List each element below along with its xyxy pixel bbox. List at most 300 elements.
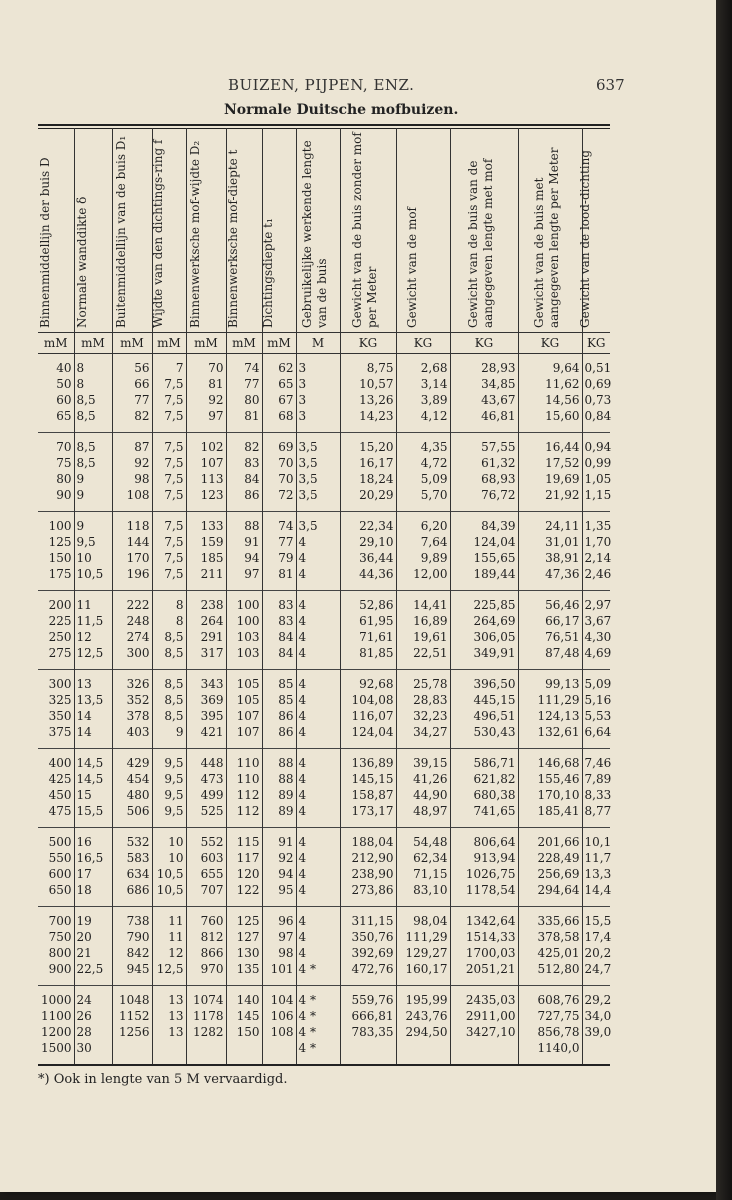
table-cell: 124,13 [518,708,582,724]
table-cell: 530,43 [450,724,518,749]
table-cell: 12 [74,629,112,645]
table-cell: 378,58 [518,929,582,945]
table-cell: 12,00 [396,566,450,591]
table-cell: 275 [38,645,74,670]
table-row [38,566,610,591]
table-cell: 4 [296,645,340,670]
table-cell: 108 [262,1024,296,1040]
table-cell: 212,90 [340,850,396,866]
column-header-label: Gewicht van de buis met aangegeven lengte per Meter [532,147,561,328]
table-cell: 392,69 [340,945,396,961]
table-cell: 4 * [296,961,340,986]
table-cell: 28,83 [396,692,450,708]
table-cell: 425 [38,771,74,787]
table-cell: 11,62 [518,376,582,392]
table-cell: 40 [38,354,74,377]
unit-cell: mM [262,333,296,354]
table-cell: 133 [186,512,226,535]
table-cell: 8,5 [152,670,186,693]
table-cell: 4,72 [396,455,450,471]
table-cell: 3 [296,354,340,377]
table-cell: 69 [262,433,296,456]
unit-cell: mM [112,333,152,354]
table-cell: 4 [296,771,340,787]
table-cell [152,1040,186,1065]
table-cell: 122 [226,882,262,907]
table-cell: 28,93 [450,354,518,377]
table-cell: 158,87 [340,787,396,803]
row-group [38,828,610,907]
table-cell: 7,89 [584,772,612,786]
table-cell: 306,05 [450,629,518,645]
table-cell: 91 [226,534,262,550]
table-cell: 211 [186,566,226,591]
column-header-label: Wijdte van den dichtings-ring f [151,139,165,328]
table-cell: 842 [112,945,152,961]
table-cell: 4 [296,550,340,566]
table-cell: 70 [38,433,74,456]
table-cell: 1178,54 [450,882,518,907]
table-cell: 3,14 [396,376,450,392]
table-cell: 425,01 [518,945,582,961]
table-cell: 32,23 [396,708,450,724]
table-cell: 62,34 [396,850,450,866]
table-cell: 14,5 [74,749,112,772]
table-cell: 1200 [38,1024,74,1040]
table-cell: 3427,10 [450,1024,518,1040]
table-cell: 4 [296,882,340,907]
table-cell: 10 [74,550,112,566]
table-cell: 311,15 [340,907,396,930]
table-cell: 790 [112,929,152,945]
table-row [38,850,610,866]
table-row [38,1040,610,1065]
table-cell: 550 [38,850,74,866]
table-cell: 14,56 [518,392,582,408]
table-cell: 8,77 [584,804,612,818]
column-header [152,128,186,333]
table-row [38,828,610,851]
table-cell: 1342,64 [450,907,518,930]
table-cell: 117 [226,850,262,866]
table-cell: 19,61 [396,629,450,645]
column-header-label: Binnenmiddellijn der buis D [37,157,52,328]
table-cell: 9,5 [152,803,186,828]
table-cell: 9,64 [518,354,582,377]
row-group [38,670,610,749]
table-cell: 77 [226,376,262,392]
table-cell: 395 [186,708,226,724]
table-cell: 4,69 [584,646,612,660]
table-cell: 14,5 [74,771,112,787]
table-cell: 8,5 [74,408,112,433]
table-cell: 28 [74,1024,112,1040]
unit-cell: M [296,333,340,354]
table-cell: 5,53 [584,709,612,723]
table-title: Normale Duitsche mofbuizen. [224,102,459,118]
table-cell: 85 [262,670,296,693]
table-cell: 680,38 [450,787,518,803]
table-cell: 3,67 [584,614,612,628]
table-cell: 87,48 [518,645,582,670]
table-cell: 8 [74,354,112,377]
column-header-label: Gewicht van de buis zonder mof per Meter [350,132,379,328]
table-cell: 15,5 [74,803,112,828]
table-cell: 9,5 [152,771,186,787]
table-cell: 13 [152,1008,186,1024]
table-cell [340,1040,396,1065]
table-cell: 4 [296,866,340,882]
table-row [38,645,610,670]
column-header-label: Buitenmiddellijn van de buis D₁ [114,135,128,328]
table-cell: 13 [152,986,186,1009]
table-cell: 325 [38,692,74,708]
table-cell: 103 [226,645,262,670]
table-cell: 22,5 [74,961,112,986]
table-cell: 11 [152,907,186,930]
unit-cell: KG [450,333,518,354]
table-cell: 130 [226,945,262,961]
table-cell: 17,4 [584,930,612,944]
table-cell: 81,85 [340,645,396,670]
table-cell: 583 [112,850,152,866]
table-cell: 94 [262,866,296,882]
table-cell [262,1040,296,1065]
table-cell: 70 [186,354,226,377]
table-cell: 4,12 [396,408,450,433]
unit-cell: mM [186,333,226,354]
table-cell: 83 [262,613,296,629]
table-cell: 15,60 [518,408,582,433]
table-cell: 1178 [186,1008,226,1024]
table-cell: 248 [112,613,152,629]
table-cell: 7,5 [152,376,186,392]
row-group [38,986,610,1065]
table-cell: 108 [112,487,152,512]
table-cell: 0,51 [584,361,612,375]
table-cell: 7,5 [152,471,186,487]
table-cell: 91 [262,828,296,851]
table-cell: 98 [262,945,296,961]
table-cell: 115 [226,828,262,851]
table-cell: 475 [38,803,74,828]
table-cell: 56,46 [518,591,582,614]
table-cell: 13,3 [584,867,612,881]
table-cell: 0,84 [584,409,612,423]
table-cell: 97 [186,408,226,433]
table-cell: 24 [74,986,112,1009]
table-cell: 103 [226,629,262,645]
pipe-table [38,128,610,1065]
table-cell: 116,07 [340,708,396,724]
table-cell: 31,01 [518,534,582,550]
table-row [38,986,610,1009]
table-cell: 100 [226,591,262,614]
column-header [578,128,610,333]
table-cell: 3 [296,376,340,392]
table-cell: 92 [112,455,152,471]
table-row [38,692,610,708]
table-cell: 71,15 [396,866,450,882]
table-cell: 238,90 [340,866,396,882]
table-cell: 4 [296,749,340,772]
table-cell: 2911,00 [450,1008,518,1024]
table-row [38,749,610,772]
table-cell: 19 [74,907,112,930]
table-cell: 66 [112,376,152,392]
table-cell: 300 [112,645,152,670]
table-cell: 369 [186,692,226,708]
table-cell: 100 [38,512,74,535]
table-cell: 7,46 [584,756,612,770]
table-cell: 686 [112,882,152,907]
table-cell: 7,5 [152,433,186,456]
table-cell: 4 * [296,1024,340,1040]
table-cell: 76,51 [518,629,582,645]
table-cell: 80 [226,392,262,408]
table-cell: 125 [226,907,262,930]
table-cell: 20 [74,929,112,945]
table-cell: 7 [152,354,186,377]
table-cell: 1,70 [584,535,612,549]
table-cell: 110 [226,771,262,787]
table-cell: 378 [112,708,152,724]
table-cell: 14,4 [584,883,612,897]
table-cell: 76,72 [450,487,518,512]
table-cell: 480 [112,787,152,803]
table-cell: 16,44 [518,433,582,456]
top-rule-thick [38,124,610,126]
table-cell: 1152 [112,1008,152,1024]
table-cell [112,1040,152,1065]
table-cell: 90 [38,487,74,512]
table-cell: 132,61 [518,724,582,749]
table-cell: 124,04 [450,534,518,550]
table-cell: 506 [112,803,152,828]
table-cell: 106 [262,1008,296,1024]
table-row [38,945,610,961]
unit-cell: KG [340,333,396,354]
table-cell: 250 [38,629,74,645]
table-cell: 448 [186,749,226,772]
table-cell: 0,94 [584,440,612,454]
table-cell: 5,16 [584,693,612,707]
table-cell: 8,5 [152,629,186,645]
table-cell: 100 [226,613,262,629]
table-cell: 7,5 [152,550,186,566]
table-cell: 900 [38,961,74,986]
table-cell [450,1040,518,1065]
table-row [38,392,610,408]
table-cell: 82 [112,408,152,433]
table-cell: 238 [186,591,226,614]
table-cell: 707 [186,882,226,907]
table-cell: 9,5 [152,787,186,803]
table-cell: 84 [226,471,262,487]
table-cell: 16,5 [74,850,112,866]
table-cell: 62 [262,354,296,377]
table-row [38,803,610,828]
table-cell: 800 [38,945,74,961]
table-cell: 741,65 [450,803,518,828]
table-cell: 1140,0 [518,1040,582,1065]
table-cell: 7,5 [152,566,186,591]
table-cell: 559,76 [340,986,396,1009]
table-cell: 300 [38,670,74,693]
table-cell: 60 [38,392,74,408]
table-cell: 473 [186,771,226,787]
table-cell: 4 [296,613,340,629]
table-cell: 65 [38,408,74,433]
table-cell: 85 [262,692,296,708]
table-cell: 47,36 [518,566,582,591]
column-header [226,128,262,333]
table-cell: 66,17 [518,613,582,629]
table-cell: 655 [186,866,226,882]
row-group [38,433,610,512]
table-cell: 343 [186,670,226,693]
table-cell: 13 [74,670,112,693]
table-cell: 20,29 [340,487,396,512]
table-cell [396,1040,450,1065]
table-cell: 375 [38,724,74,749]
table-cell: 0,99 [584,456,612,470]
table-cell: 200 [38,591,74,614]
table-cell: 4 [296,907,340,930]
table-cell: 17,52 [518,455,582,471]
table-cell: 18,24 [340,471,396,487]
table-cell: 2,14 [584,551,612,565]
table-cell: 92,68 [340,670,396,693]
table-row [38,1024,610,1040]
table-cell: 96 [262,907,296,930]
table-cell: 185,41 [518,803,582,828]
table-cell: 136,89 [340,749,396,772]
table-cell: 9 [152,724,186,749]
table-cell: 750 [38,929,74,945]
table-cell: 44,90 [396,787,450,803]
table-cell: 22,51 [396,645,450,670]
table-cell: 196 [112,566,152,591]
table-cell: 10,57 [340,376,396,392]
unit-cell: mM [152,333,186,354]
row-group [38,591,610,670]
table-cell: 14 [74,708,112,724]
table-cell: 10,5 [152,866,186,882]
table-cell: 0,69 [584,377,612,391]
table-cell: 8 [74,376,112,392]
unit-cell: KG [396,333,450,354]
table-cell [186,1040,226,1065]
table-cell: 4,35 [396,433,450,456]
table-cell: 21 [74,945,112,961]
table-cell: 89 [262,803,296,828]
table-cell: 352 [112,692,152,708]
table-cell: 10,5 [74,566,112,591]
column-header-label: Dichtingsdiepte t₁ [261,218,275,328]
table-cell: 70 [262,471,296,487]
table-cell: 36,44 [340,550,396,566]
table-cell: 173,17 [340,803,396,828]
table-cell [226,1040,262,1065]
table-cell: 16,17 [340,455,396,471]
table-cell: 94 [226,550,262,566]
table-cell: 500 [38,828,74,851]
table-cell: 552 [186,828,226,851]
table-cell: 189,44 [450,566,518,591]
table-cell: 97 [262,929,296,945]
table-cell: 21,92 [518,487,582,512]
table-cell: 83 [262,591,296,614]
table-cell: 88 [262,749,296,772]
bottom-rule [38,1064,610,1066]
table-cell: 1282 [186,1024,226,1040]
table-cell: 7,5 [152,455,186,471]
row-group [38,907,610,986]
table-cell: 155,46 [518,771,582,787]
footnote: *) Ook in lengte van 5 M vervaardigd. [38,1072,288,1087]
table-cell: 145,15 [340,771,396,787]
table-cell: 5,70 [396,487,450,512]
table-cell: 118 [112,512,152,535]
table-cell: 12,5 [152,961,186,986]
row-group [38,512,610,591]
table-cell: 243,76 [396,1008,450,1024]
table-row [38,354,610,377]
table-cell: 8,5 [152,692,186,708]
table-cell: 129,27 [396,945,450,961]
table-cell: 16 [74,828,112,851]
table-cell: 30 [74,1040,112,1065]
table-cell: 1514,33 [450,929,518,945]
table-row [38,866,610,882]
table-cell: 4,30 [584,630,612,644]
table-cell: 4 [296,787,340,803]
unit-cell: KG [518,333,582,354]
table-cell: 170 [112,550,152,566]
table-cell: 396,50 [450,670,518,693]
table-cell: 170,10 [518,787,582,803]
table-cell: 9 [74,487,112,512]
table-cell: 43,67 [450,392,518,408]
table-cell: 98,04 [396,907,450,930]
table-row [38,882,610,907]
table-cell: 10 [152,850,186,866]
table-row [38,534,610,550]
table-cell: 15,5 [584,914,612,928]
table-cell: 4 [296,828,340,851]
table-cell: 445,15 [450,692,518,708]
table-cell: 123 [186,487,226,512]
table-cell: 20,2 [584,946,612,960]
unit-cell: mM [226,333,262,354]
table-cell: 264,69 [450,613,518,629]
table-cell: 3,5 [296,455,340,471]
table-cell: 12,5 [74,645,112,670]
table-cell: 188,04 [340,828,396,851]
table-cell: 760 [186,907,226,930]
table-cell: 7,5 [152,534,186,550]
column-header-label: Binnenwerksche mof-wijdte D₂ [188,140,202,328]
table-cell: 54,48 [396,828,450,851]
table-cell: 10,5 [152,882,186,907]
table-cell: 9 [74,471,112,487]
table-row [38,550,610,566]
table-cell: 1700,03 [450,945,518,961]
table-cell: 8 [152,613,186,629]
table-cell: 79 [262,550,296,566]
table-cell: 8,75 [340,354,396,377]
